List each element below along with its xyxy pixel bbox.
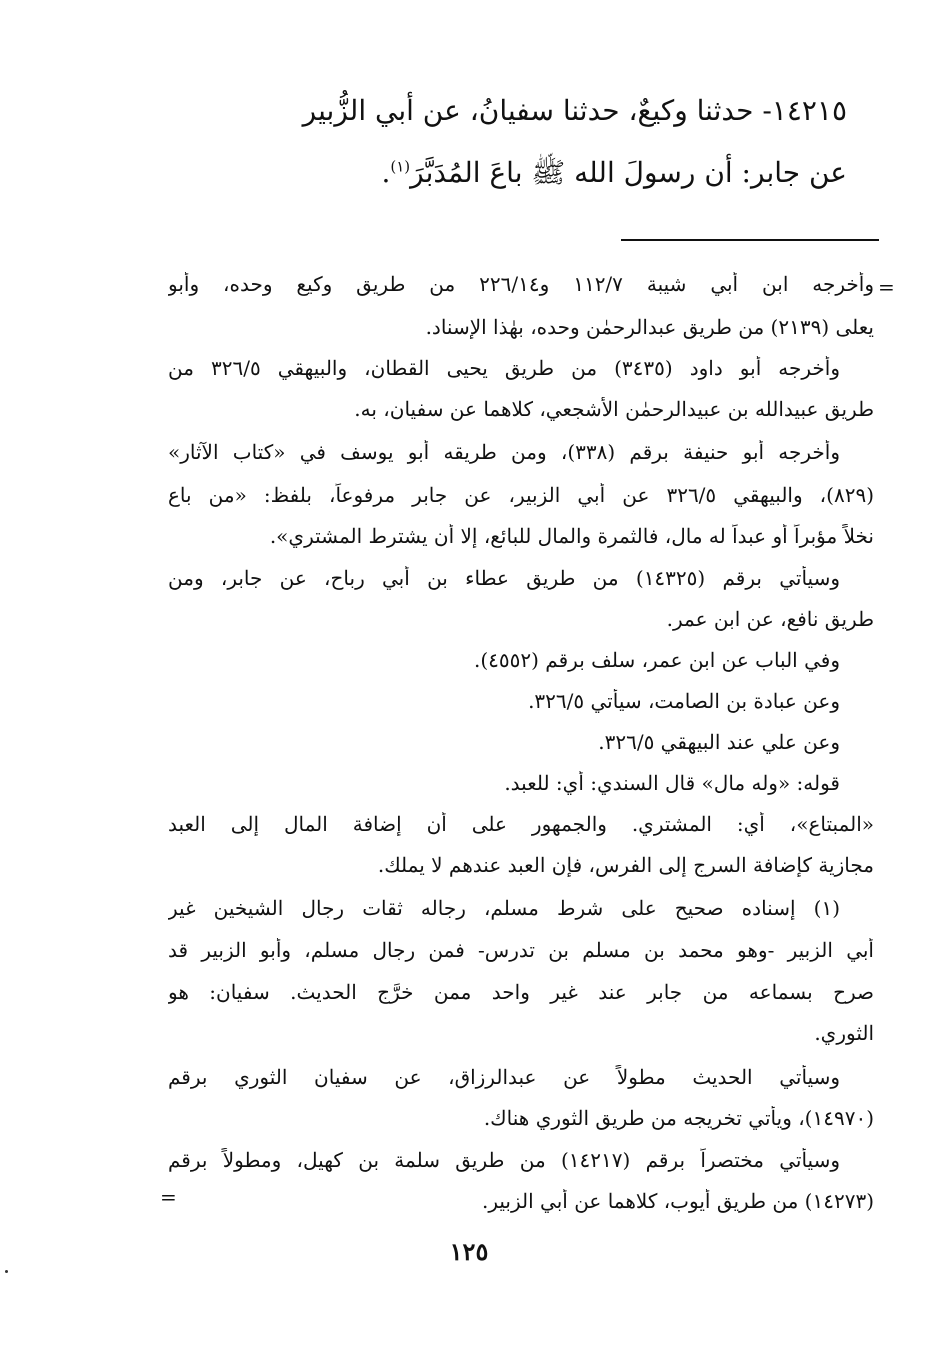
hadith-text-line-1: ١٤٢١٥- حدثنا وكيعٌ، حدثنا سفيانُ، عن أبي الزُّبير <box>302 94 847 127</box>
footnote-line: نخلاً مؤبراً أو عبداً له مال، فالثمرة والمال للبائع، إلا أن يشترط المشتري». <box>269 524 874 548</box>
footnote-line: وأخرجه أبو داود (٣٤٣٥) من طريق يحيى القطان، والبيهقي ٣٢٦/٥ من <box>168 356 840 380</box>
footnote-line: وعن علي عند البيهقي ٣٢٦/٥. <box>598 730 840 754</box>
footnote-line: «المبتاع»، أي: المشتري. والجمهور على أن إضافة المال إلى العبد <box>168 812 874 836</box>
footnote-line: وسيأتي برقم (١٤٣٢٥) من طريق عطاء بن أبي رباح، عن جابر، ومن <box>168 566 840 590</box>
footnote-line: (١٤٢٧٣) من طريق أيوب، كلاهما عن أبي الزبير. <box>482 1189 874 1213</box>
footnote-line: صرح بسماعه من جابر عند غير واحد ممن خرَّج الحديث. سفيان: هو <box>168 980 874 1004</box>
continuation-mark-top: = <box>878 275 895 299</box>
footnote-line: مجازية كإضافة السرج إلى الفرس، فإن العبد عندهم لا يملك. <box>377 853 874 877</box>
footnote-line: (١) إسناده صحيح على شرط مسلم، رجاله ثقات رجال الشيخين غير <box>168 896 840 920</box>
footnote-line: طريق عبيدالله بن عبيدالرحمٰن الأشجعي، كلاهما عن سفيان، به. <box>354 397 874 421</box>
footnote-line: طريق نافع، عن ابن عمر. <box>666 607 874 631</box>
footnote-line: قوله: «وله مال» قال السندي: أي: للعبد. <box>504 771 840 795</box>
footnote-line: يعلى (٢١٣٩) من طريق عبدالرحمٰن وحده، بهٰذا الإسناد. <box>425 315 874 339</box>
footnote-line: (١٤٩٧٠)، ويأتي تخريجه من طريق الثوري هناك. <box>483 1106 874 1130</box>
hadith-text-line-2 <box>147 158 847 188</box>
hadith-line-2-end: . <box>381 156 391 189</box>
page-number: ١٢٥ <box>449 1237 489 1266</box>
footnote-separator-rule <box>621 239 879 241</box>
footnote-reference: (١) <box>390 157 411 176</box>
hadith-text-line-2-body: عن جابر: أن رسولَ الله ﷺ باعَ المُدَبَّرَ <box>410 156 847 189</box>
footnote-line: الثوري. <box>814 1021 874 1045</box>
continuation-mark-bottom: = <box>160 1185 177 1209</box>
footnote-line: (٨٢٩)، والبيهقي ٣٢٦/٥ عن أبي الزبير، عن جابر مرفوعاً، بلفظ: «من باع <box>168 483 874 507</box>
footnote-line: وأخرجه ابن أبي شيبة ١١٢/٧ و٢٢٦/١٤ من طريق وكيع وحده، وأبو <box>168 272 874 296</box>
footnote-line: وفي الباب عن ابن عمر، سلف برقم (٤٥٥٢). <box>474 648 840 672</box>
footnote-line: وسيأتي مختصراً برقم (١٤٢١٧) من طريق سلمة بن كهيل، ومطولاً برقم <box>168 1148 840 1172</box>
footnote-line: وسيأتي الحديث مطولاً عن عبدالرزاق، عن سفيان الثوري برقم <box>168 1065 840 1089</box>
footnote-line: وعن عبادة بن الصامت، سيأتي ٣٢٦/٥. <box>528 689 840 713</box>
scan-speck <box>5 1270 8 1273</box>
footnote-line: أبي الزبير -وهو محمد بن مسلم بن تدرس- فمن رجال مسلم، وأبو الزبير قد <box>168 938 874 962</box>
footnote-line: وأخرجه أبو حنيفة برقم (٣٣٨)، ومن طريقه أبو يوسف في «كتاب الآثار» <box>168 440 840 464</box>
